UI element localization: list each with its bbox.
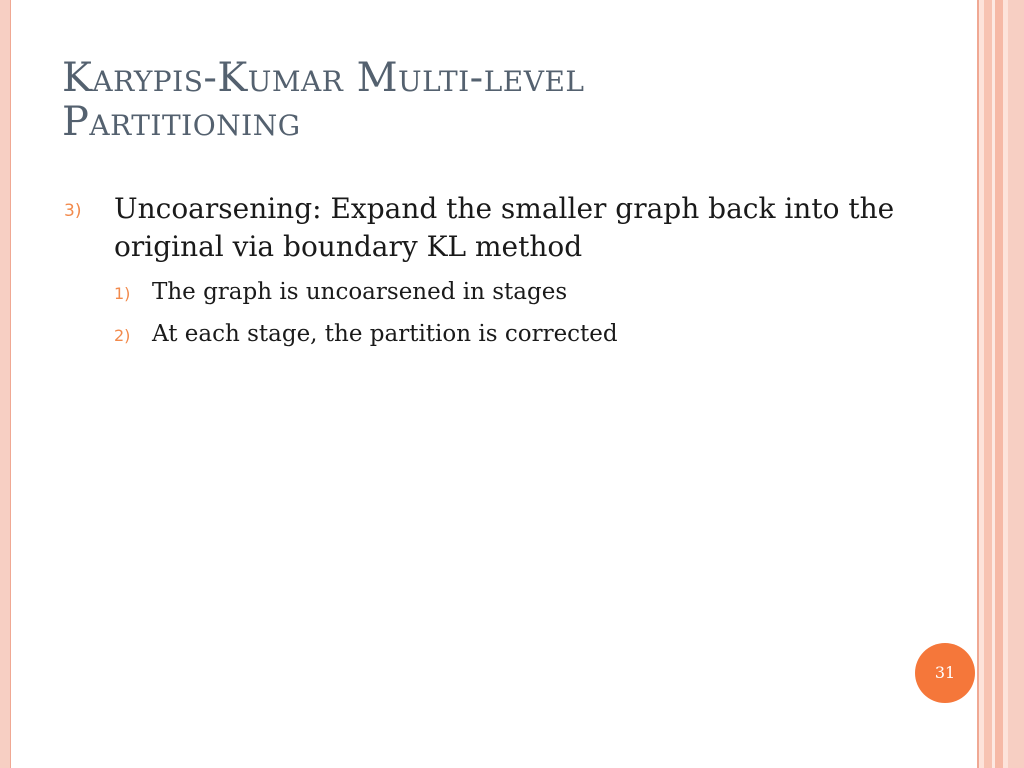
right-stripe bbox=[995, 0, 1003, 768]
sub-list-item-number: 2) bbox=[114, 326, 131, 345]
sub-list-item-number: 1) bbox=[114, 284, 131, 303]
right-stripe bbox=[1008, 0, 1024, 768]
sub-list-item bbox=[114, 276, 942, 308]
list-item bbox=[62, 190, 942, 266]
sub-list-item-text: The graph is uncoarsened in stages bbox=[152, 279, 568, 305]
sub-list-item-text: At each stage, the partition is corrected bbox=[152, 321, 618, 347]
sub-list-item bbox=[114, 318, 942, 350]
slide-title-line-2: Partitioning bbox=[62, 99, 301, 145]
slide-body bbox=[62, 190, 942, 350]
slide-title bbox=[62, 56, 942, 144]
page-number-badge: 31 bbox=[915, 643, 975, 703]
list-item-number: 3) bbox=[64, 201, 82, 221]
slide-title-line-1: Karypis-Kumar Multi-level bbox=[62, 55, 585, 101]
list-item-text: Uncoarsening: Expand the smaller graph back into the original via boundary KL method bbox=[114, 192, 895, 263]
left-border-line bbox=[10, 0, 11, 768]
right-stripe bbox=[984, 0, 992, 768]
